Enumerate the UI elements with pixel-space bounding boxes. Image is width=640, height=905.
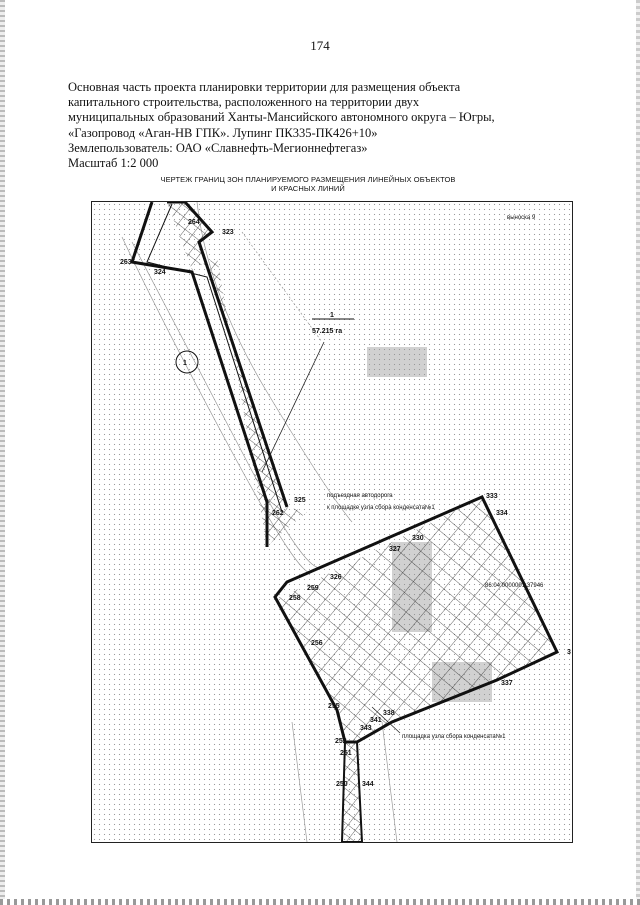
point-341: 341 [370, 717, 382, 724]
cadastral-number: 86:04:0000001:37946 [485, 583, 544, 589]
drawing-title-line: ЧЕРТЕЖ ГРАНИЦ ЗОН ПЛАНИРУЕМОГО РАЗМЕЩЕНИЯ ЛИНЕЙНЫХ ОБЪЕКТОВ [160, 175, 456, 184]
drawing-title [128, 175, 488, 193]
point-337: 337 [501, 680, 513, 687]
point-264: 264 [188, 219, 200, 226]
zone-corridor-hatch [167, 202, 307, 547]
zone-marker-label: 1 [183, 360, 187, 367]
point-344: 344 [362, 781, 374, 788]
road-label-line1: подъездная автодорога [327, 493, 393, 499]
point-263: 263 [120, 259, 132, 266]
point-labels [120, 219, 513, 788]
point-262: 262 [272, 510, 284, 517]
scan-edge-bottom [0, 899, 640, 905]
road-label-line2: к площадке узла сбора конденсата№1 [327, 505, 435, 511]
site-label: площадка узла сбора конденсата№1 [402, 734, 506, 740]
point-338: 338 [383, 710, 395, 717]
point-327: 327 [389, 546, 401, 553]
point-259: 259 [307, 585, 319, 592]
planning-map [92, 202, 572, 842]
edge-mark: 3 [567, 649, 571, 656]
header-line: Землепользователь: ОАО «Славнефть-Мегионнефтегаз» [68, 140, 368, 155]
point-323: 323 [222, 229, 234, 236]
point-256: 256 [311, 640, 323, 647]
point-326: 326 [330, 574, 342, 581]
leader-line [262, 342, 324, 472]
page-number: 174 [310, 38, 330, 53]
point-258: 258 [289, 595, 301, 602]
drawing-title-line: И КРАСНЫХ ЛИНИЙ [271, 184, 345, 193]
scan-edge-right [636, 0, 640, 905]
point-330: 330 [412, 535, 424, 542]
point-334: 334 [496, 510, 508, 517]
zone-area-label: 57.215 га [312, 328, 343, 335]
zone-site-hatch [275, 497, 557, 742]
callout-label: выноска 9 [507, 215, 536, 221]
map-frame [91, 201, 573, 843]
header-line: муниципальных образований Ханты-Мансийского автономного округа – Югры, [68, 110, 495, 125]
point-255: 255 [328, 703, 340, 710]
header-line: Основная часть проекта планировки территории для размещения объекта [68, 80, 461, 94]
point-333: 333 [486, 493, 498, 500]
zone-lower-corridor-hatch [342, 742, 362, 842]
scan-edge-left [0, 0, 5, 905]
point-324: 324 [154, 269, 166, 276]
zone-number-label: 1 [330, 312, 334, 319]
point-250: 250 [336, 781, 348, 788]
header-line: «Газопровод «Аган-НВ ГПК». Лупинг ПК335-ПК426+10» [68, 125, 378, 140]
document-header [68, 80, 538, 171]
point-251: 251 [340, 750, 352, 757]
point-252: 252 [335, 738, 347, 745]
point-325: 325 [294, 497, 306, 504]
header-line: Масштаб 1:2 000 [68, 156, 159, 171]
point-343: 343 [360, 725, 372, 732]
header-line: капитального строительства, расположенного на территории двух [68, 95, 420, 110]
